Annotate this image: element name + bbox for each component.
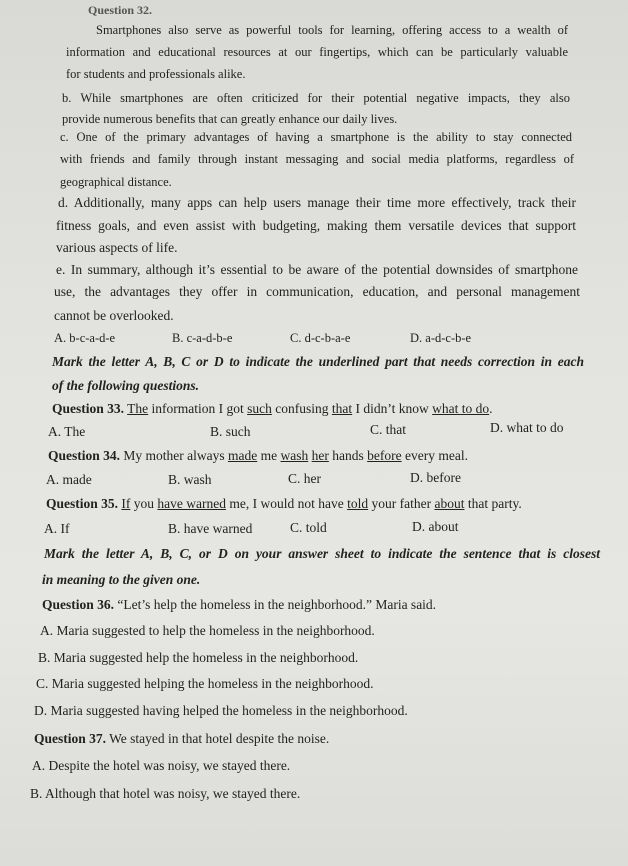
q34-underline-a: made [228, 448, 258, 463]
q34-stem [48, 448, 468, 464]
q33-option-a: A. The [48, 424, 86, 439]
q35-text: that party. [464, 496, 522, 511]
q33-underline-d: what to do [432, 401, 490, 416]
q32-option-a: A. b-c-a-d-e [54, 331, 116, 345]
q34-option-a: A. made [46, 472, 92, 487]
q33-label: Question 33. [52, 401, 125, 416]
q34-underline-b: wash [280, 448, 309, 463]
q34-text: hands [328, 448, 368, 463]
paragraph-a-line-2: information and educational resources at our fingertips, which can be particularly valuable [66, 45, 568, 59]
q33-underline-a: The [127, 401, 149, 416]
q33-underline-b: such [247, 401, 272, 416]
q34-text: me [257, 448, 281, 463]
q35-text: your father [368, 496, 435, 511]
paragraph-c-line-1: c. One of the primary advantages of having a smartphone is the ability to stay connected [60, 130, 572, 144]
paragraph-d-line-2: fitness goals, and even assist with budgeting, making them versatile devices that support [56, 218, 576, 233]
q36-stem [42, 597, 436, 613]
instruction-closest-line-2: in meaning to the given one. [42, 572, 201, 587]
q36-text: “Let’s help the homeless in the neighborhood.” Maria said. [114, 597, 437, 612]
q33-stem [52, 401, 493, 417]
q35-label: Question 35. [46, 496, 119, 511]
q36-label: Question 36. [42, 597, 115, 612]
q35-underline-b: have warned [157, 496, 226, 511]
q35-text: me, I would not have [225, 496, 348, 511]
q33-text: information I got [148, 401, 248, 416]
q32-option-c: C. d-c-b-a-e [290, 331, 351, 345]
instruction-correction-line-1: Mark the letter A, B, C or D to indicate the underlined part that needs correction in each [52, 354, 584, 369]
instruction-correction-line-2: of the following questions. [52, 378, 200, 393]
q33-text: . [489, 401, 493, 416]
q37-text: We stayed in that hotel despite the noise. [106, 731, 330, 746]
paragraph-d-line-1: d. Additionally, many apps can help users manage their time more effectively, track their [58, 195, 576, 210]
paragraph-b-line-1: b. While smartphones are often criticized for their potential negative impacts, they also [62, 91, 570, 105]
paragraph-d-line-3: various aspects of life. [56, 240, 178, 255]
q35-option-c: C. told [290, 520, 327, 535]
q34-text: every meal. [401, 448, 468, 463]
q36-option-a: A. Maria suggested to help the homeless in the neighborhood. [40, 623, 375, 638]
q35-option-b: B. have warned [168, 521, 253, 536]
q37-label: Question 37. [34, 731, 107, 746]
paragraph-a-line-1: Smartphones also serve as powerful tools for learning, offering access to a wealth of [96, 23, 568, 37]
q34-underline-c: her [311, 448, 329, 463]
q35-underline-a: If [121, 496, 131, 511]
paragraph-b-line-2: provide numerous benefits that can greatly enhance our daily lives. [62, 112, 398, 126]
q35-stem [46, 496, 522, 512]
q37-option-a: A. Despite the hotel was noisy, we stayed there. [32, 758, 291, 773]
q33-text: confusing [271, 401, 332, 416]
q33-text: I didn’t know [352, 401, 433, 416]
q35-text: you [130, 496, 158, 511]
q36-option-d: D. Maria suggested having helped the homeless in the neighborhood. [34, 703, 408, 718]
question-header: Question 32. [88, 3, 153, 17]
q33-underline-c: that [331, 401, 353, 416]
q34-option-b: B. wash [168, 472, 212, 487]
q37-option-b: B. Although that hotel was noisy, we stayed there. [30, 786, 301, 801]
q33-option-d: D. what to do [490, 420, 564, 435]
paragraph-e-line-1: e. In summary, although it’s essential to be aware of the potential downsides of smartphone [56, 262, 578, 277]
paragraph-c-line-2: with friends and family through instant messaging and social media platforms, regardless of [60, 152, 574, 166]
q35-underline-c: told [347, 496, 369, 511]
paragraph-a-line-3: for students and professionals alike. [66, 67, 246, 81]
q33-option-c: C. that [370, 422, 406, 437]
q35-option-d: D. about [412, 519, 459, 534]
paragraph-c-line-3: geographical distance. [60, 175, 172, 189]
paragraph-e-line-2: use, the advantages they offer in communication, education, and personal management [54, 284, 580, 299]
q36-option-c: C. Maria suggested helping the homeless in the neighborhood. [36, 676, 374, 691]
q34-option-c: C. her [288, 471, 321, 486]
instruction-closest-line-1: Mark the letter A, B, C, or D on your answer sheet to indicate the sentence that is closest [44, 546, 600, 561]
q34-text: My mother always [120, 448, 228, 463]
q35-option-a: A. If [44, 521, 70, 536]
q36-option-b: B. Maria suggested help the homeless in the neighborhood. [38, 650, 359, 665]
q35-underline-d: about [434, 496, 465, 511]
q34-underline-d: before [367, 448, 402, 463]
q37-stem [34, 731, 329, 747]
q33-option-b: B. such [210, 424, 251, 439]
paragraph-e-line-3: cannot be overlooked. [54, 308, 174, 323]
q32-option-b: B. c-a-d-b-e [172, 331, 233, 345]
q34-label: Question 34. [48, 448, 121, 463]
q34-option-d: D. before [410, 470, 461, 485]
q32-option-d: D. a-d-c-b-e [410, 331, 472, 345]
